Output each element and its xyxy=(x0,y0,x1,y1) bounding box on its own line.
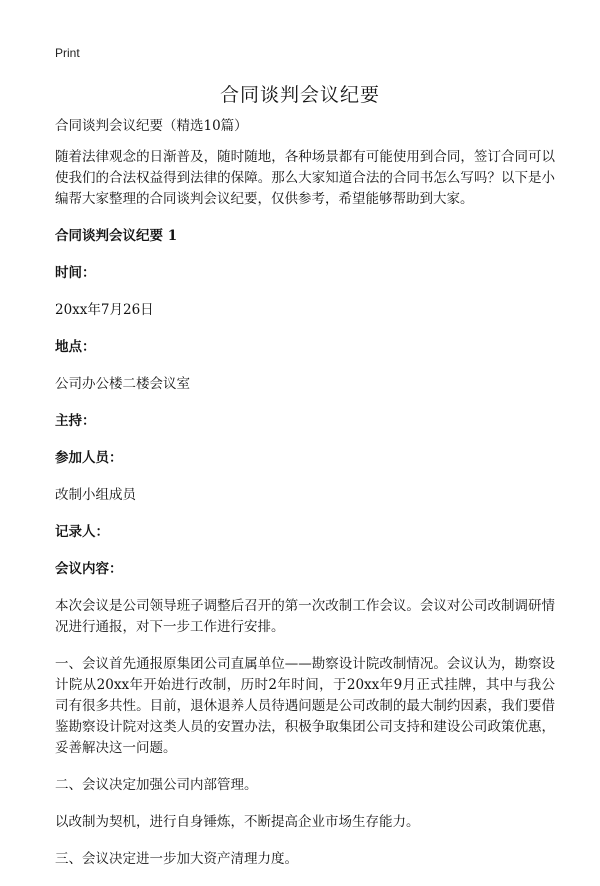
content-paragraph: 本次会议是公司领导班子调整后召开的第一次改制工作会议。会议对公司改制调研情况进行通报，对下一步工作进行安排。 xyxy=(55,598,555,635)
place-label: 地点： xyxy=(55,339,96,355)
recorder-label: 记录人： xyxy=(55,524,109,540)
content-paragraph: 一、会议首先通报原集团公司直属单位——勘察设计院改制情况。会议认为，勘察设计院从20xx年开始进行改制，历时2年时间，于20xx年9月正式挂牌，其中与我公司有很多共性。目前，退休退养人员待遇问题是公司改制的最大制约因素，我们要借鉴勘察设计院对这类人员的安置办法，积极争取集团公司支持和建设公司政策优惠，妥善解决这一问题。 xyxy=(55,656,555,756)
content-paragraph: 以改制为契机，进行自身锤炼，不断提高企业市场生存能力。 xyxy=(55,814,420,830)
section-heading: 合同谈判会议纪要 1 xyxy=(55,228,178,244)
document-subtitle: 合同谈判会议纪要（精选10篇） xyxy=(55,118,248,134)
time-value: 20xx年7月26日 xyxy=(55,302,154,318)
place-value: 公司办公楼二楼会议室 xyxy=(55,376,190,392)
host-label: 主持： xyxy=(55,413,96,429)
document-body xyxy=(55,116,555,886)
time-label: 时间： xyxy=(55,265,96,281)
document-title: 合同谈判会议纪要 xyxy=(219,84,380,106)
attendees-label: 参加人员： xyxy=(55,450,123,466)
print-link[interactable]: Print xyxy=(55,46,80,60)
intro-paragraph: 随着法律观念的日渐普及，随时随地，各种场景都有可能使用到合同，签订合同可以使我们的合法权益得到法律的保障。那么大家知道合法的合同书怎么写吗？以下是小编帮大家整理的合同谈判会议纪要，仅供参考，希望能够帮助到大家。 xyxy=(55,149,555,207)
content-paragraph: 三、会议决定进一步加大资产清理力度。 xyxy=(55,851,298,867)
content-paragraph: 二、会议决定加强公司内部管理。 xyxy=(55,777,258,793)
content-label: 会议内容： xyxy=(55,561,123,577)
attendees-value: 改制小组成员 xyxy=(55,487,136,503)
